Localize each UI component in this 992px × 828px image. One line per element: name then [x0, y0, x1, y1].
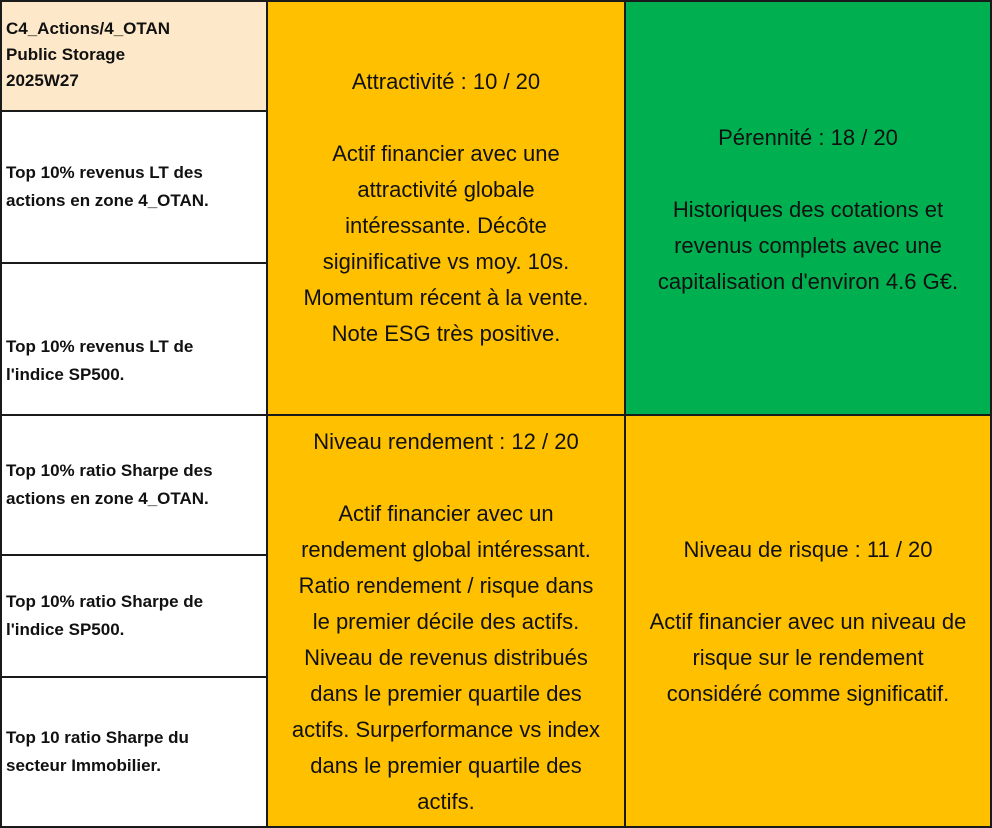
- description-line: Actif financier avec un: [338, 501, 554, 526]
- description-line: Momentum récent à la vente.: [303, 285, 589, 310]
- description-line: intéressante. Décôte: [345, 213, 547, 238]
- description-line: actifs.: [417, 789, 475, 814]
- perennite-panel: [624, 0, 992, 416]
- description-line: actifs. Surperformance vs index: [291, 717, 601, 742]
- criterion-text: secteur Immobilier.: [6, 756, 161, 775]
- criterion-cell: [0, 110, 268, 264]
- description-line: Niveau de revenus distribués: [304, 645, 588, 670]
- risque-score: Niveau de risque : 11 / 20: [683, 537, 933, 562]
- criterion-cell: [0, 262, 268, 416]
- criterion-text: actions en zone 4_OTAN.: [6, 191, 209, 210]
- description-line: capitalisation d'environ 4.6 G€.: [657, 269, 959, 294]
- criterion-text: Top 10% revenus LT des: [6, 163, 203, 182]
- asset-header-cell: [0, 0, 268, 112]
- rendement-score: Niveau rendement : 12 / 20: [313, 429, 579, 454]
- criterion-text: l'indice SP500.: [6, 620, 125, 639]
- attractivite-description: [304, 136, 589, 352]
- criterion-text: Top 10% ratio Sharpe des: [6, 461, 213, 480]
- criterion-cell: [0, 676, 268, 828]
- risque-description: [650, 604, 967, 712]
- criterion-text: Top 10% revenus LT de: [6, 337, 194, 356]
- description-line: dans le premier quartile des: [310, 681, 582, 706]
- rendement-description: [292, 496, 600, 820]
- description-line: attractivité globale: [357, 177, 535, 202]
- criterion-text: Top 10% ratio Sharpe de: [6, 592, 204, 611]
- risque-panel: [624, 414, 992, 828]
- description-line: Ratio rendement / risque dans: [298, 573, 594, 598]
- description-line: le premier décile des actifs.: [312, 609, 580, 634]
- criterion-cell: [0, 554, 268, 678]
- description-line: risque sur le rendement: [692, 645, 924, 670]
- description-line: revenus complets avec une: [674, 233, 942, 258]
- asset-name: Public Storage: [6, 45, 126, 64]
- criterion-text: Top 10 ratio Sharpe du: [6, 728, 189, 747]
- description-line: Historiques des cotations et: [672, 197, 944, 222]
- perennite-score: Pérennité : 18 / 20: [718, 125, 898, 150]
- criterion-cell: [0, 414, 268, 556]
- description-line: Note ESG très positive.: [331, 321, 561, 346]
- perennite-description: [658, 192, 958, 300]
- description-line: rendement global intéressant.: [301, 537, 591, 562]
- asset-category: C4_Actions/4_OTAN: [6, 19, 171, 38]
- description-line: dans le premier quartile des: [310, 753, 582, 778]
- rendement-panel: [266, 414, 626, 828]
- attractivite-score: Attractivité : 10 / 20: [351, 69, 541, 94]
- description-line: Actif financier avec une: [332, 141, 560, 166]
- asset-week: 2025W27: [6, 71, 79, 90]
- criterion-text: actions en zone 4_OTAN.: [6, 489, 209, 508]
- description-line: Actif financier avec un niveau de: [649, 609, 967, 634]
- description-line: considéré comme significatif.: [666, 681, 950, 706]
- criterion-text: l'indice SP500.: [6, 365, 125, 384]
- description-line: siginificative vs moy. 10s.: [322, 249, 570, 274]
- attractivite-panel: [266, 0, 626, 416]
